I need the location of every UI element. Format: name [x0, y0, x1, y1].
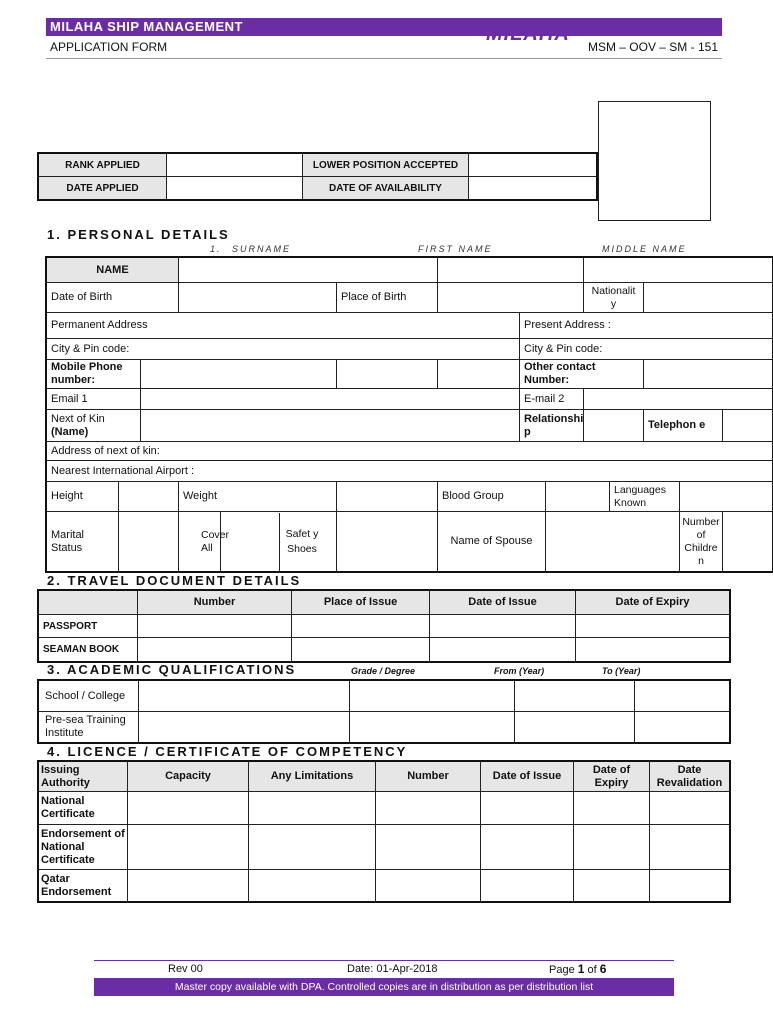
endorsement-capacity-field[interactable] — [128, 825, 249, 870]
height-label: Height — [47, 482, 119, 512]
cover-all-field[interactable] — [221, 512, 337, 572]
email2-field[interactable] — [584, 389, 773, 410]
grade-caption: Grade / Degree — [351, 666, 416, 676]
next-of-kin-text: Next of Kin — [51, 412, 105, 425]
surname-num: 1. — [210, 244, 222, 254]
date-applied-label: DATE APPLIED — [39, 177, 167, 200]
mobile-field-1[interactable] — [141, 360, 337, 389]
dob-field[interactable] — [179, 283, 337, 313]
middle-name-caption: MIDDLE NAME — [602, 244, 687, 254]
passport-number-field[interactable] — [138, 615, 292, 638]
licence-col-authority: Issuing Authority — [39, 762, 128, 792]
passport-place-field[interactable] — [292, 615, 430, 638]
national-cert-label: National Certificate — [39, 792, 128, 825]
school-to-field[interactable] — [635, 681, 730, 712]
passport-issue-field[interactable] — [430, 615, 576, 638]
safety-shoes-field[interactable] — [337, 512, 438, 572]
qatar-endorsement-label: Qatar Endorsement — [39, 870, 128, 902]
qatar-revalidation-field[interactable] — [650, 870, 730, 902]
qatar-issue-field[interactable] — [481, 870, 574, 902]
licence-col-issue: Date of Issue — [481, 762, 574, 792]
airport-label: Nearest International Airport : — [47, 461, 773, 482]
presea-from-field[interactable] — [515, 712, 635, 743]
footer-note: Master copy available with DPA. Controlled copies are in distribution as per distribution list — [174, 981, 594, 993]
rank-applied-label: RANK APPLIED — [39, 154, 167, 177]
mobile-field-2[interactable] — [337, 360, 438, 389]
travel-header-row — [39, 591, 730, 615]
travel-col-expiry: Date of Expiry — [576, 591, 730, 615]
licence-row — [39, 792, 730, 825]
from-caption: From (Year) — [494, 666, 545, 676]
endorsement-expiry-field[interactable] — [574, 825, 650, 870]
footer-date: Date: 01-Apr-2018 — [347, 963, 438, 975]
passport-label: PASSPORT — [39, 615, 138, 638]
seaman-book-label: SEAMAN BOOK — [39, 638, 138, 662]
next-of-kin-field[interactable] — [141, 410, 520, 442]
school-grade-field[interactable] — [350, 681, 515, 712]
surname-caption: SURNAME — [232, 244, 292, 254]
safety-shoes-label: Safet y Shoes — [285, 527, 319, 555]
nationality-field[interactable] — [644, 283, 773, 313]
seaman-issue-field[interactable] — [430, 638, 576, 662]
children-label: Number of Childre n — [680, 512, 723, 572]
relationship-field[interactable] — [584, 410, 644, 442]
next-of-kin-label — [47, 410, 141, 442]
name-label: NAME — [47, 258, 179, 283]
spouse-label: Name of Spouse — [438, 512, 546, 572]
company-name: MILAHA SHIP MANAGEMENT — [50, 19, 243, 34]
footer-page-number: 1 — [577, 962, 585, 976]
travel-header-blank — [39, 591, 138, 615]
licence-header-row — [39, 762, 730, 792]
licence-col-capacity: Capacity — [128, 762, 249, 792]
relationship-label: Relationshi p — [520, 410, 584, 442]
date-availability-label: DATE OF AVAILABILITY — [303, 177, 469, 200]
pob-label: Place of Birth — [337, 283, 438, 313]
academic-row — [39, 712, 730, 743]
next-of-kin-name-text: (Name) — [51, 425, 89, 438]
licence-table — [38, 761, 730, 902]
photo-box[interactable] — [598, 101, 711, 221]
national-revalidation-field[interactable] — [650, 792, 730, 825]
footer-page-prefix: Page — [549, 964, 578, 976]
present-address-label: Present Address : — [520, 313, 773, 339]
middle-name-field[interactable] — [584, 258, 773, 283]
travel-col-issue: Date of Issue — [430, 591, 576, 615]
presea-label: Pre-sea Training Institute — [39, 712, 139, 743]
national-expiry-field[interactable] — [574, 792, 650, 825]
travel-col-place: Place of Issue — [292, 591, 430, 615]
footer-rule — [94, 960, 674, 961]
telephone-label: Telephon e — [644, 410, 723, 442]
form-title: APPLICATION FORM — [50, 40, 168, 54]
city-pin-permanent: City & Pin code: — [47, 339, 520, 360]
spouse-field[interactable] — [546, 512, 680, 572]
travel-row — [39, 615, 730, 638]
permanent-address-label: Permanent Address — [47, 313, 520, 339]
cover-all-label: Cover All — [179, 512, 221, 572]
city-pin-present: City & Pin code: — [520, 339, 773, 360]
rank-applied-field[interactable] — [167, 154, 303, 177]
mobile-field-3[interactable] — [438, 360, 520, 389]
email1-field[interactable] — [141, 389, 520, 410]
weight-label: Weight — [179, 482, 337, 512]
academic-table — [38, 680, 730, 743]
national-limitations-field[interactable] — [249, 792, 376, 825]
email1-label: Email 1 — [47, 389, 141, 410]
surname-field[interactable] — [179, 258, 438, 283]
date-applied-field[interactable] — [167, 177, 303, 200]
travel-col-number: Number — [138, 591, 292, 615]
children-field[interactable] — [723, 512, 773, 572]
seaman-expiry-field[interactable] — [576, 638, 730, 662]
height-field[interactable] — [119, 482, 179, 512]
blood-group-label: Blood Group — [438, 482, 546, 512]
personal-details-table — [46, 257, 773, 572]
seaman-place-field[interactable] — [292, 638, 430, 662]
qatar-capacity-field[interactable] — [128, 870, 249, 902]
first-name-caption: FIRST NAME — [418, 244, 493, 254]
other-contact-label: Other contact Number: — [520, 360, 644, 389]
travel-row — [39, 638, 730, 662]
endorsement-revalidation-field[interactable] — [650, 825, 730, 870]
national-capacity-field[interactable] — [128, 792, 249, 825]
passport-expiry-field[interactable] — [576, 615, 730, 638]
telephone-field[interactable] — [723, 410, 773, 442]
languages-field[interactable] — [680, 482, 773, 512]
qatar-number-field[interactable] — [376, 870, 481, 902]
blood-group-field[interactable] — [546, 482, 610, 512]
endorsement-number-field[interactable] — [376, 825, 481, 870]
academic-row — [39, 681, 730, 712]
position-table — [38, 153, 597, 200]
licence-row — [39, 870, 730, 902]
presea-grade-field[interactable] — [350, 712, 515, 743]
seaman-number-field[interactable] — [138, 638, 292, 662]
section-academic-title: 3. ACADEMIC QUALIFICATIONS — [47, 662, 297, 677]
header-rule — [46, 58, 722, 59]
qatar-limitations-field[interactable] — [249, 870, 376, 902]
mobile-label: Mobile Phone number: — [47, 360, 141, 389]
endorsement-label: Endorsement of National Certificate — [39, 825, 128, 870]
licence-col-number: Number — [376, 762, 481, 792]
marital-field[interactable] — [119, 512, 179, 572]
footer-page-total: 6 — [599, 962, 607, 976]
lower-position-label: LOWER POSITION ACCEPTED — [303, 154, 469, 177]
endorsement-limitations-field[interactable] — [249, 825, 376, 870]
address-kin-label: Address of next of kin: — [47, 442, 773, 461]
email2-label: E-mail 2 — [520, 389, 584, 410]
section-travel-title: 2. TRAVEL DOCUMENT DETAILS — [47, 573, 302, 588]
national-issue-field[interactable] — [481, 792, 574, 825]
other-contact-field[interactable] — [644, 360, 773, 389]
doc-code: MSM – OOV – SM - 151 — [587, 40, 718, 54]
lower-position-field[interactable] — [469, 154, 597, 177]
school-label: School / College — [39, 681, 139, 712]
section-personal-title: 1. PERSONAL DETAILS — [47, 227, 230, 242]
company-logo: MILAHA — [486, 23, 570, 45]
licence-col-limitations: Any Limitations — [249, 762, 376, 792]
footer-page-of: of — [584, 964, 600, 976]
pob-field[interactable] — [438, 283, 584, 313]
footer-page — [549, 962, 606, 976]
languages-label: Languages Known — [610, 482, 680, 512]
to-caption: To (Year) — [602, 666, 641, 676]
date-availability-field[interactable] — [469, 177, 597, 200]
national-number-field[interactable] — [376, 792, 481, 825]
travel-table — [38, 590, 730, 662]
weight-field[interactable] — [337, 482, 438, 512]
school-name-field[interactable] — [139, 681, 350, 712]
dob-label: Date of Birth — [47, 283, 179, 313]
licence-row — [39, 825, 730, 870]
presea-to-field[interactable] — [635, 712, 730, 743]
nationality-label: Nationalit y — [584, 283, 644, 313]
section-licence-title: 4. LICENCE / CERTIFICATE OF COMPETENCY — [47, 744, 408, 759]
marital-label: Marital Status — [47, 512, 119, 572]
licence-col-expiry: Date of Expiry — [574, 762, 650, 792]
qatar-expiry-field[interactable] — [574, 870, 650, 902]
endorsement-issue-field[interactable] — [481, 825, 574, 870]
presea-name-field[interactable] — [139, 712, 350, 743]
school-from-field[interactable] — [515, 681, 635, 712]
first-name-field[interactable] — [438, 258, 584, 283]
footer-rev: Rev 00 — [168, 963, 203, 975]
licence-col-revalidation: Date Revalidation — [650, 762, 730, 792]
